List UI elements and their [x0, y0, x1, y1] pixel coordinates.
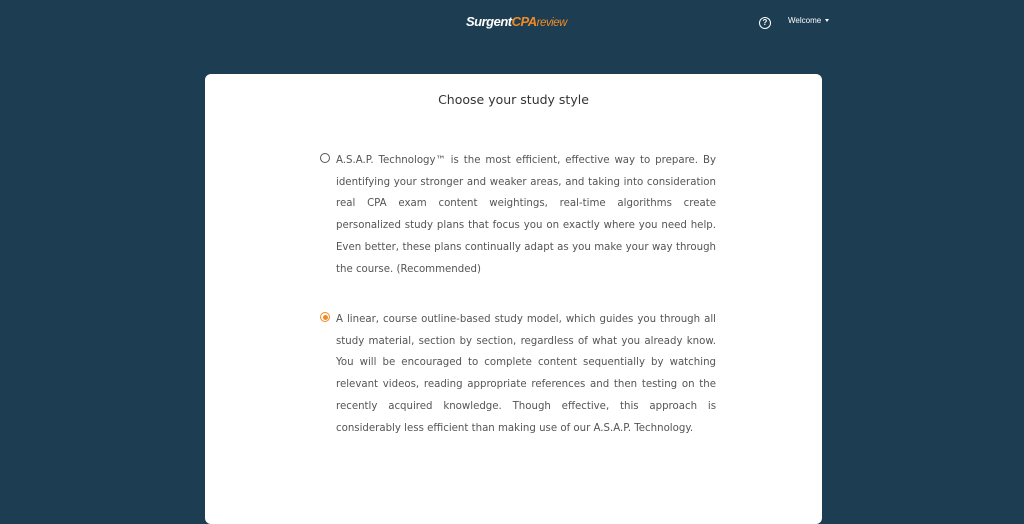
option-asap-text: A.S.A.P. Technology™ is the most efficient, effective way to prepare. By identifying your stronger and weaker areas, and taking into consideration real CPA exam content weightings, real-time algorithms create personalized study plans that focus you on exactly where you need help. Even better, these plans continually adapt as you make your way through the course. (Recommended): [336, 155, 716, 275]
top-header: [0, 0, 1024, 50]
study-style-card: [205, 74, 822, 524]
caret-down-icon: [825, 19, 829, 22]
surgent-cpa-review-logo[interactable]: SurgentCPAreview: [466, 14, 567, 29]
page-title: Choose your study style: [438, 92, 589, 107]
welcome-label: Welcome: [788, 16, 822, 25]
option-linear-text: A linear, course outline-based study model, which guides you through all study material, section by section, regardless of what you already know. You will be encouraged to complete content sequentially by watching relevant videos, reading appropriate references and then testing on the recently acquired knowledge. Though effective, this approach is considerably less efficient than making use of our A.S.A.P. Technology.: [336, 314, 716, 434]
welcome-menu[interactable]: [788, 16, 829, 25]
radio-asap[interactable]: [320, 153, 330, 163]
radio-linear[interactable]: [320, 312, 330, 322]
help-icon[interactable]: ?: [759, 17, 771, 29]
